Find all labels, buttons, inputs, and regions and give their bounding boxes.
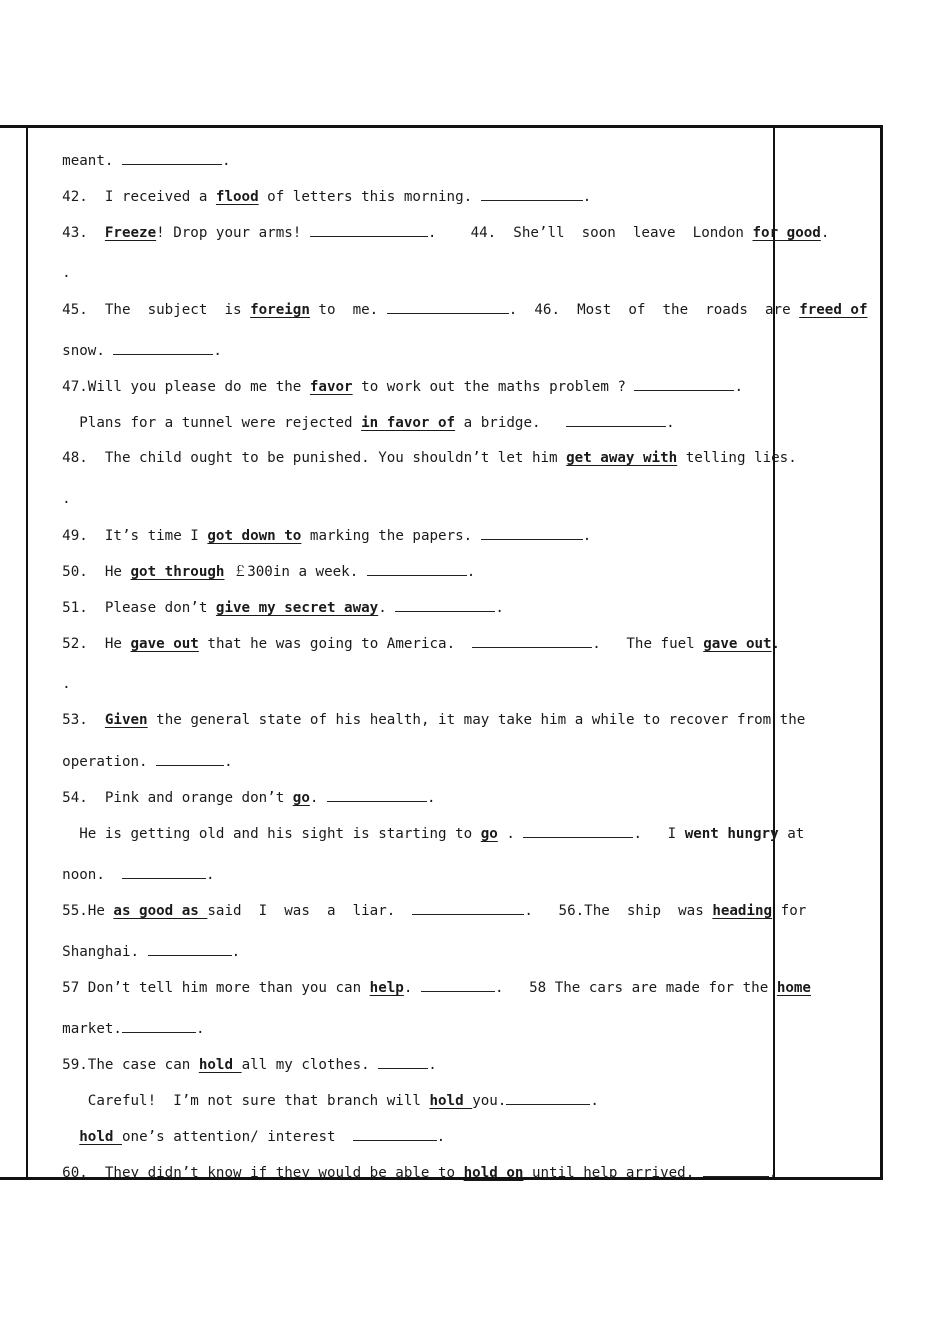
line-50: 50. He got through ￡300in a week. . (62, 564, 476, 580)
answer-blank[interactable] (113, 341, 213, 355)
line-market: market. . (62, 1021, 205, 1037)
answer-blank[interactable] (523, 824, 633, 838)
line-43-44: 43. Freeze! Drop your arms! . 44. She’ll soon leave London for good. (62, 225, 830, 241)
line-snow: snow. . (62, 343, 222, 359)
key-phrase: home (776, 980, 811, 996)
answer-blank[interactable] (412, 901, 524, 915)
key-phrase: hold on (463, 1165, 524, 1181)
answer-blank[interactable] (367, 562, 467, 576)
line-59: 59.The case can hold all my clothes. . (62, 1057, 437, 1073)
line-dot: . (62, 491, 71, 507)
key-phrase: foreign (250, 302, 310, 318)
line-48: 48. The child ought to be punished. You shouldn’t let him get away with telling lies. (62, 450, 797, 466)
exercise-content (28, 125, 868, 1181)
key-phrase: go (480, 826, 498, 842)
key-phrase: go (292, 790, 310, 806)
key-phrase: in favor of (361, 415, 456, 431)
key-phrase: hold (429, 1093, 473, 1109)
key-phrase: went hungry (684, 826, 779, 842)
key-phrase: help (369, 980, 404, 996)
line-51: 51. Please don’t give my secret away. . (62, 600, 504, 616)
answer-blank[interactable] (378, 1055, 428, 1069)
line-dot: . (62, 265, 71, 281)
line-54: 54. Pink and orange don’t go. . (62, 790, 436, 806)
answer-blank[interactable] (156, 752, 224, 766)
answer-blank[interactable] (122, 1019, 196, 1033)
key-phrase: heading (712, 903, 773, 919)
line-59b: Careful! I’m not sure that branch will hold you. . (62, 1093, 599, 1109)
line-47b: Plans for a tunnel were rejected in favor of a bridge. . (62, 415, 675, 431)
line-meant: meant. . (62, 153, 231, 169)
line-45-46: 45. The subject is foreign to me. . 46. Most of the roads are freed of (62, 302, 868, 318)
line-operation: operation. . (62, 754, 233, 770)
answer-blank[interactable] (472, 634, 592, 648)
answer-blank[interactable] (122, 865, 206, 879)
key-phrase: got down to (207, 528, 302, 544)
answer-blank[interactable] (634, 377, 734, 391)
answer-blank[interactable] (506, 1091, 590, 1105)
line-60: 60. They didn’t know if they would be able to hold on until help arrived. . (62, 1165, 778, 1181)
line-noon: noon. . (62, 867, 215, 883)
key-phrase: freed of (799, 302, 868, 318)
answer-blank[interactable] (310, 223, 428, 237)
line-49: 49. It’s time I got down to marking the papers. . (62, 528, 592, 544)
key-phrase: gave out (703, 636, 772, 652)
key-phrase: Given (104, 712, 148, 728)
key-phrase: get away with (566, 450, 678, 466)
key-phrase: favor (309, 379, 353, 395)
line-52: 52. He gave out that he was going to America. . The fuel gave out. (62, 636, 781, 652)
answer-blank[interactable] (122, 151, 222, 165)
answer-blank[interactable] (421, 978, 495, 992)
answer-blank[interactable] (148, 942, 232, 956)
answer-blank[interactable] (327, 788, 427, 802)
line-55-56: 55.He as good as said I was a liar. . 56.The ship was heading for (62, 903, 807, 919)
answer-blank[interactable] (566, 413, 666, 427)
key-phrase: hold (79, 1129, 122, 1145)
line-53: 53. Given the general state of his health, it may take him a while to recover from the (62, 712, 806, 728)
answer-blank[interactable] (703, 1163, 769, 1177)
key-phrase: Freeze (104, 225, 157, 241)
line-42: 42. I received a flood of letters this morning. . (62, 189, 592, 205)
line-shanghai: Shanghai. . (62, 944, 241, 960)
answer-blank[interactable] (353, 1127, 437, 1141)
line-57-58: 57 Don’t tell him more than you can help. . 58 The cars are made for the home (62, 980, 811, 996)
key-phrase: gave out (130, 636, 199, 652)
key-phrase: give my secret away (215, 600, 379, 616)
key-phrase: hold (198, 1057, 242, 1073)
answer-blank[interactable] (387, 300, 509, 314)
line-dot: . (62, 676, 71, 692)
line-59c: hold one’s attention/ interest . (79, 1129, 446, 1145)
key-phrase: as good as (113, 903, 208, 919)
answer-blank[interactable] (481, 187, 583, 201)
answer-blank[interactable] (395, 598, 495, 612)
key-phrase: flood (215, 189, 259, 205)
key-phrase: got through (130, 564, 225, 580)
answer-blank[interactable] (481, 526, 583, 540)
key-phrase: for good (752, 225, 821, 241)
line-47: 47.Will you please do me the favor to work out the maths problem ? . (62, 379, 744, 395)
line-54b: He is getting old and his sight is starting to go . . I went hungry at (62, 826, 805, 842)
